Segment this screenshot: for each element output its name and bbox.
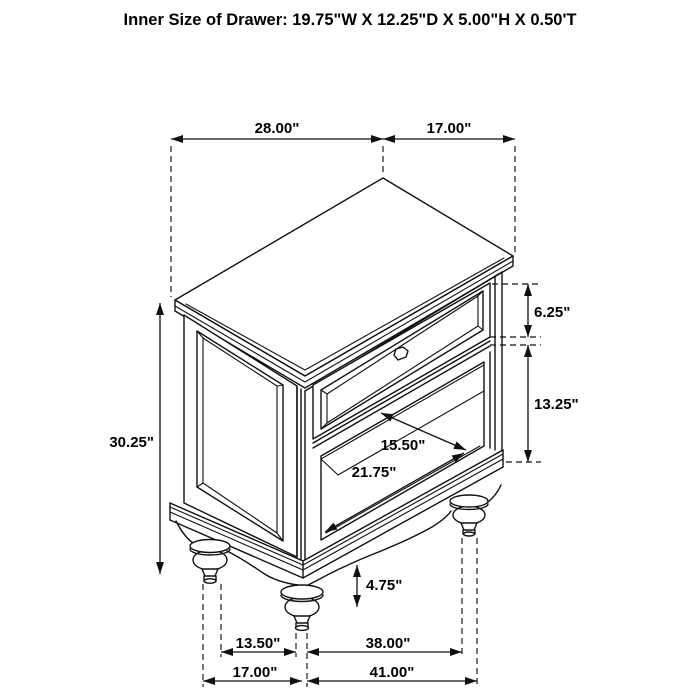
dim-leg-span-front-label: 38.00"	[365, 635, 411, 652]
dim-top-width-label: 28.00"	[254, 120, 300, 137]
dim-opening-depth-label: 15.50"	[380, 437, 426, 454]
front-corner-post	[297, 386, 305, 562]
dim-top-depth-label: 17.00"	[426, 120, 472, 137]
dim-base-front-label: 41.00"	[369, 664, 415, 681]
right-leg	[450, 495, 488, 536]
dim-base-side-label: 17.00"	[232, 664, 278, 681]
page-title: Inner Size of Drawer: 19.75"W X 12.25"D X 5.00"H X 0.50'T	[123, 11, 577, 29]
left-leg	[190, 540, 230, 584]
dim-overall-height-label: 30.25"	[109, 434, 154, 451]
dim-drawer-height-label: 6.25"	[534, 304, 571, 321]
dim-opening-height-label: 13.25"	[534, 396, 579, 413]
dim-leg-height-label: 4.75"	[366, 577, 403, 594]
dim-opening-width-label: 21.75"	[351, 464, 397, 481]
dim-leg-span-side-label: 13.50"	[235, 635, 281, 652]
front-leg	[281, 585, 323, 630]
